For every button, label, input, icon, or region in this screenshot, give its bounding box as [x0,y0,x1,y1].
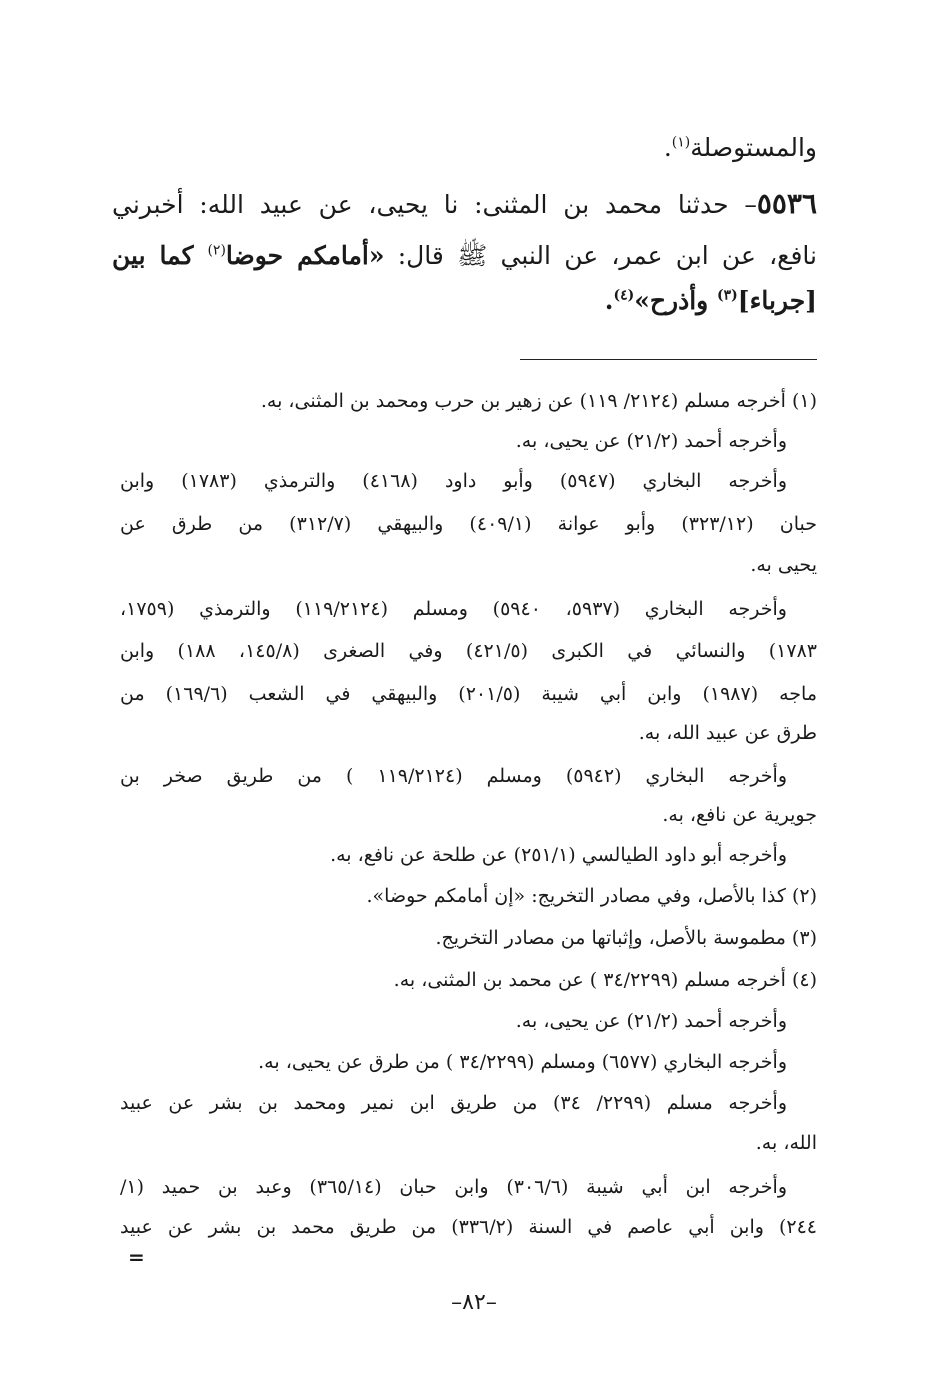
footnote-line: الله، به. [755,1132,817,1154]
main-line-2: ٥٥٣٦– حدثنا محمد بن المثنى: نا يحيى، عن عبيد الله: أخبرني [112,187,817,220]
footnote-line: طرق عن عبيد الله، به. [638,722,817,744]
footnote-line: ٢٤٤) وابن أبي عاصم في السنة (٣٣٦/٢) من طريق محمد بن بشر عن عبيد [120,1216,817,1238]
footnote-line: وأخرجه البخاري (٦٥٧٧) ومسلم (٣٤/٢٢٩٩ ) من طرق عن يحيى، به. [258,1051,787,1073]
footnote-divider [520,359,817,360]
footnote-line: ماجه (١٩٨٧) وابن أبي شيبة (٢٠١/٥) والبيهقي في الشعب (١٦٩/٦) من [120,683,817,705]
footnote-ref-3[interactable]: (٣) [716,287,738,304]
footnote-line: (١) أخرجه مسلم (٢١٢٤/ ١١٩) عن زهير بن حرب ومحمد بن المثنى، به. [260,390,817,412]
main-line-3: نافع، عن ابن عمر، عن النبي ﷺ قال: «أمامكم حوضا$^{(٢)}$ كما بين [112,241,817,270]
continuation-mark: = [128,1245,145,1269]
hadith-number: ٥٥٣٦ [756,187,817,220]
footnote-line: وأخرجه أحمد (٢١/٢) عن يحيى، به. [515,430,787,452]
footnote-line: وأخرجه مسلم (٢٢٩٩/ ٣٤) من طريق ابن نمير ومحمد بن بشر عن عبيد [120,1092,787,1114]
footnote-ref-2[interactable]: (٢) [207,242,226,259]
footnote-ref-1[interactable]: (١) [671,134,691,151]
footnote-line: (٤) أخرجه مسلم (٣٤/٢٢٩٩ ) عن محمد بن المثنى، به. [393,969,817,991]
footnote-line: (٢) كذا بالأصل، وفي مصادر التخريج: «إن أمامكم حوضا». [366,885,817,907]
footnote-line: ١٧٨٣) والنسائي في الكبرى (٤٢١/٥) وفي الصغرى (١٤٥/٨، ١٨٨) وابن [120,640,817,662]
footnote-line: وأخرجه البخاري (٥٩٤٢) ومسلم (١١٩/٢١٢٤ ) من طريق صخر بن [120,765,787,787]
footnote-ref-4[interactable]: (٤) [613,287,635,304]
main-line-1: والمستوصلة$^{(١)}$. [663,133,817,162]
footnote-line: وأخرجه ابن أبي شيبة (٣٠٦/٦) وابن حبان (٣٦٥/١٤) وعبد بن حميد (١/ [120,1176,787,1198]
footnote-line: وأخرجه البخاري (٥٩٣٧، ٥٩٤٠) ومسلم (١١٩/٢١٢٤) والترمذي (١٧٥٩، [120,598,787,620]
page-number: –٨٢– [451,1290,497,1315]
footnote-line: وأخرجه أبو داود الطيالسي (٢٥١/١) عن طلحة عن نافع، به. [330,844,787,866]
footnote-line: جويرية عن نافع، به. [662,804,817,826]
footnote-line: وأخرجه البخاري (٥٩٤٧) وأبو داود (٤١٦٨) والترمذي (١٧٨٣) وابن [120,470,787,492]
footnote-line: (٣) مطموسة بالأصل، وإثباتها من مصادر التخريج. [435,927,817,949]
footnote-line: وأخرجه أحمد (٢١/٢) عن يحيى، به. [515,1010,787,1032]
footnote-line: يحيى به. [750,554,817,576]
main-line-4: [جرباء]$^{(٣)}$ وأذرح»$^{(٤)}$. [604,286,817,315]
footnote-line: حبان (٣٢٣/١٢) وأبو عوانة (٤٠٩/١) والبيهقي (٣١٢/٧) من طرق عن [120,513,817,535]
